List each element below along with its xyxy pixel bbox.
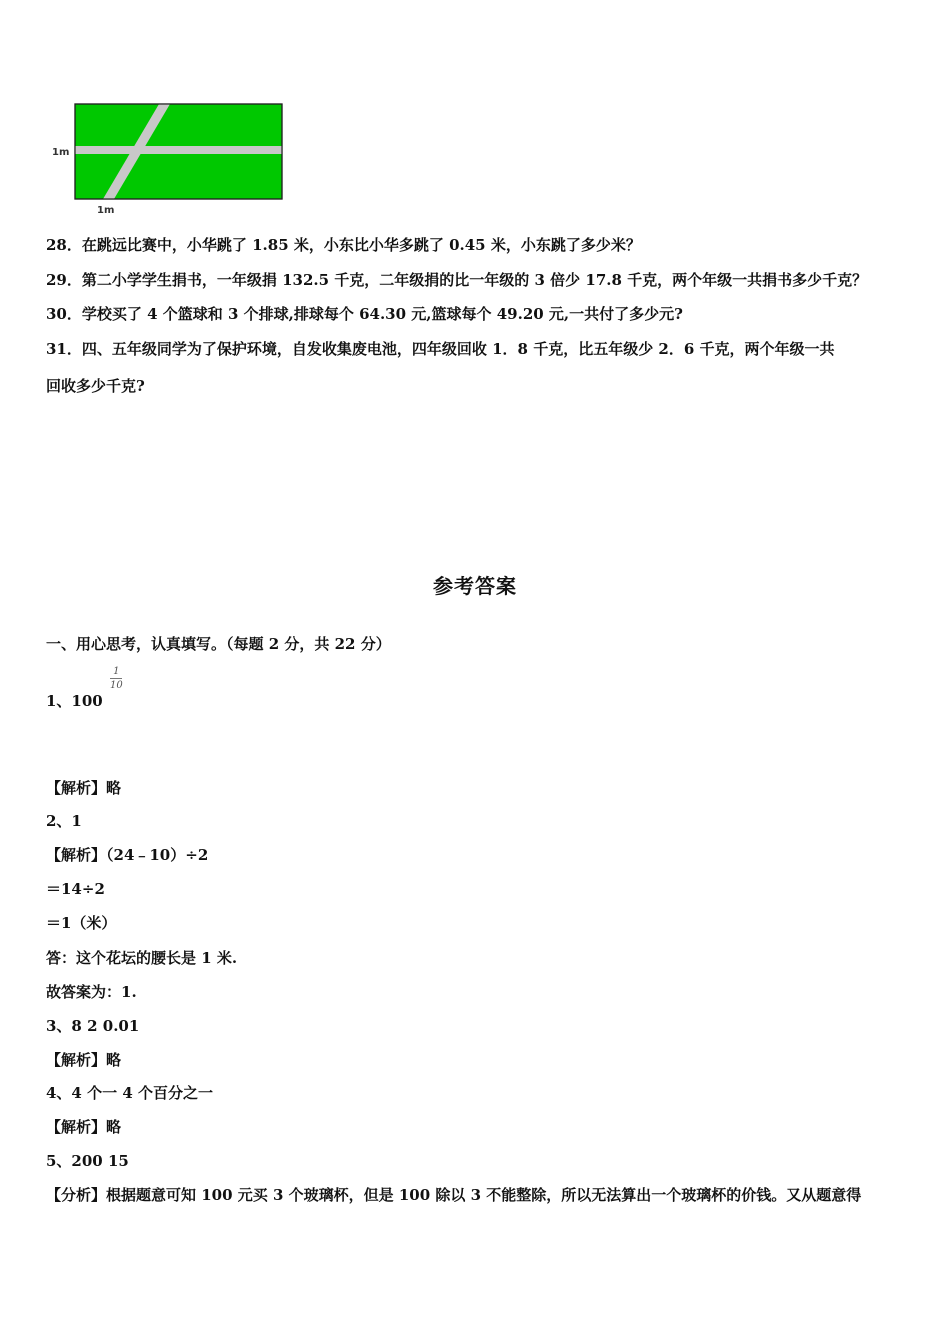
road-field-figure <box>40 96 300 220</box>
analysis-2: 【解析】（24﹣10）÷2 <box>46 846 209 864</box>
bottom-width-label: 1m <box>97 205 115 216</box>
analysis-3: 【解析】略 <box>46 1051 122 1069</box>
answer-5: 5、200 15 <box>46 1152 129 1170</box>
analysis-2-final: 故答案为：1. <box>46 983 137 1001</box>
section-heading: 一、用心思考，认真填写。（每题 2 分，共 22 分） <box>46 635 391 653</box>
fraction-numerator: 1 <box>113 666 120 677</box>
left-width-label: 1m <box>52 147 70 158</box>
analysis-2-step-1: ＝14÷2 <box>46 880 105 898</box>
answer-2: 2、1 <box>46 812 82 830</box>
answer-3: 3、8 2 0.01 <box>46 1017 140 1035</box>
answer-title: 参考答案 <box>433 574 517 598</box>
answer-1: 1、100 <box>46 692 103 710</box>
question-31-continued: 回收多少千克? <box>46 377 145 395</box>
analysis-5: 【分析】根据题意可知 100 元买 3 个玻璃杯，但是 100 除以 3 不能整除，所以无法算出一个玻璃杯的价钱。又从题意得 <box>46 1186 862 1204</box>
question-28: 28．在跳远比赛中，小华跳了 1.85 米，小东比小华多跳了 0.45 米，小东跳了多少米？ <box>46 236 641 254</box>
analysis-1: 【解析】略 <box>46 779 122 797</box>
fraction-bar <box>110 678 122 679</box>
question-29: 29．第二小学学生捐书，一年级捐 132.5 千克，二年级捐的比一年级的 3 倍少 17.8 千克，两个年级一共捐书多少千克？ <box>46 271 868 289</box>
horizontal-road <box>75 146 282 154</box>
analysis-2-step-2: ＝1（米） <box>46 914 117 932</box>
question-31: 31．四、五年级同学为了保护环境，自发收集废电池，四年级回收 1．8 千克，比五年级少 2．6 千克，两个年级一共 <box>46 340 835 358</box>
analysis-4: 【解析】略 <box>46 1118 122 1136</box>
question-30: 30．学校买了 4 个篮球和 3 个排球,排球每个 64.30 元,篮球每个 49.20 元,一共付了多少元? <box>46 305 683 323</box>
answer-4: 4、4 个一 4 个百分之一 <box>46 1084 213 1102</box>
fraction-one-tenth <box>110 666 123 691</box>
analysis-2-conclusion: 答：这个花坛的腰长是 1 米. <box>46 949 238 967</box>
field-diagram <box>40 96 300 220</box>
fraction-denominator: 10 <box>110 680 123 691</box>
